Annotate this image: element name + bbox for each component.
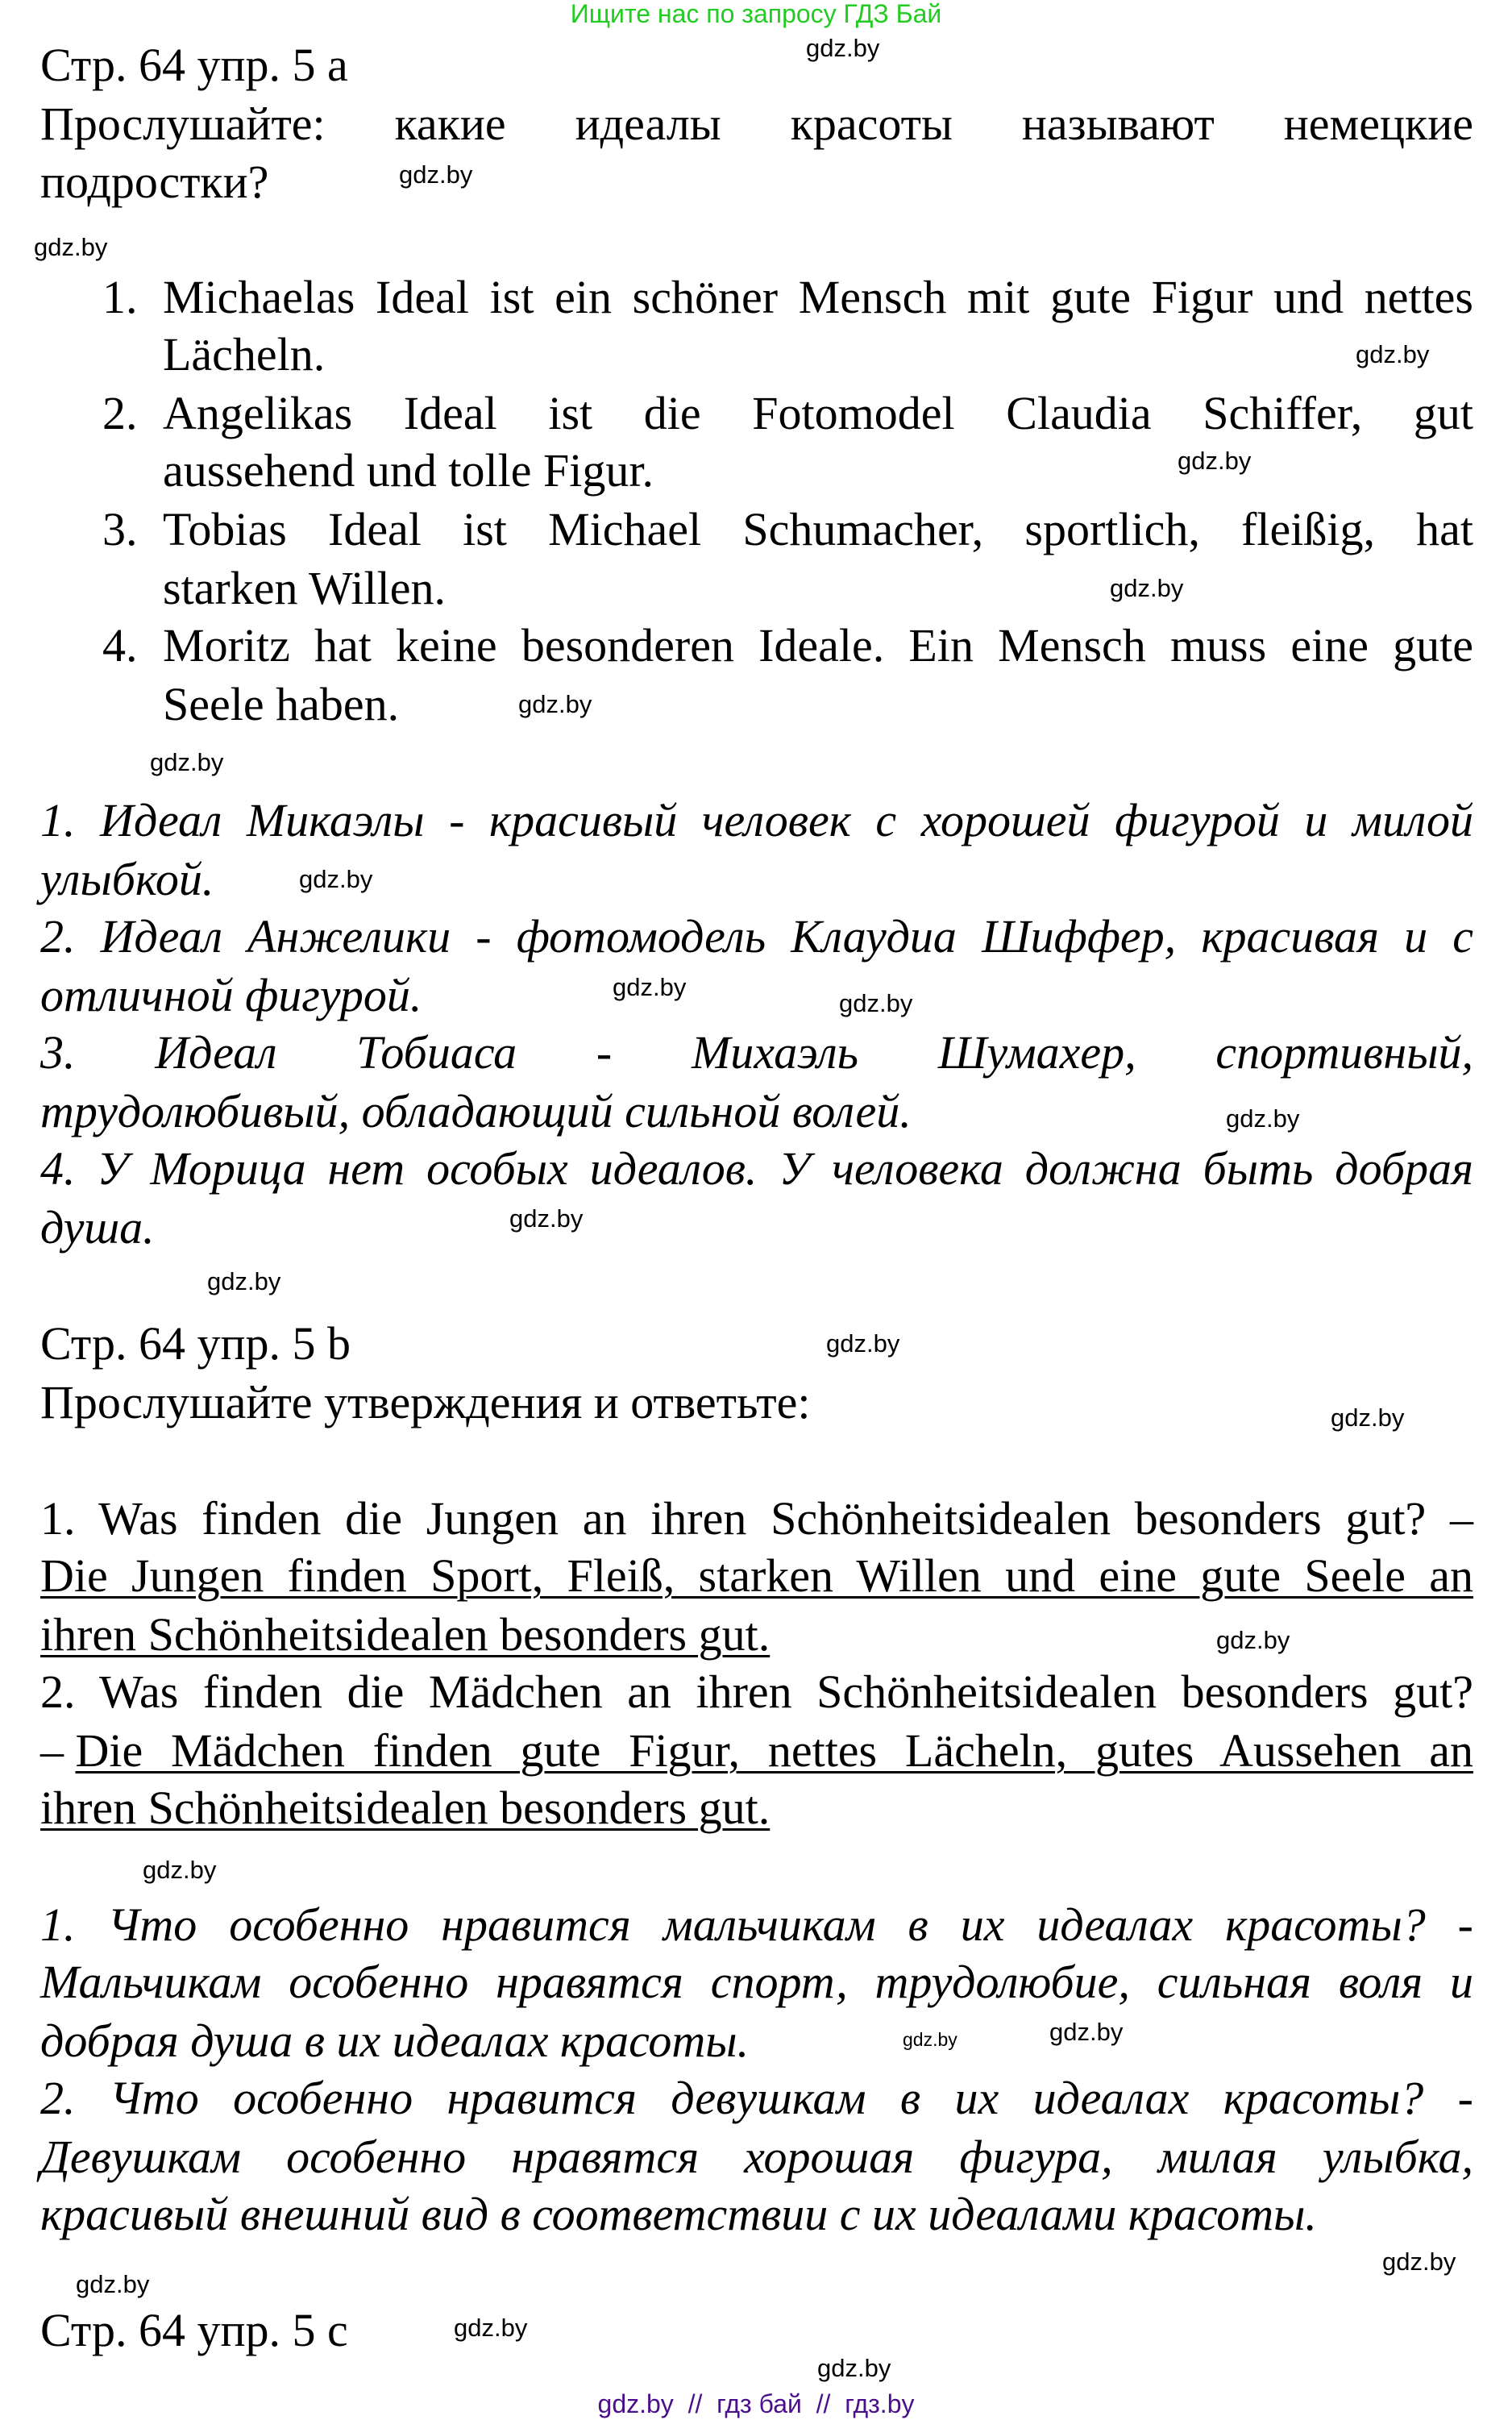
translation-line: трудолюбивый, обладающий сильной волей. bbox=[40, 1085, 912, 1137]
translation-line: душа. bbox=[40, 1201, 155, 1254]
question-line: 2. Was finden die Mädchen an ihren Schönheitsidealen besonders gut? bbox=[40, 1665, 1473, 1718]
translation-line: улыбкой. bbox=[40, 853, 214, 905]
list-number: 1. bbox=[102, 271, 138, 323]
list-item-line: Moritz hat keine besonderen Ideale. Ein Mensch muss eine gute bbox=[163, 619, 1473, 672]
answer-line: ihren Schönheitsidealen besonders gut. bbox=[40, 1782, 771, 1834]
answer-dash: – bbox=[40, 1724, 76, 1777]
translation-line: красивый внешний вид в соответствии с их идеалами красоты. bbox=[40, 2188, 1317, 2240]
translation-line: 2. Что особенно нравится девушкам в их идеалах красоты? - bbox=[40, 2072, 1473, 2124]
watermark: gdz.by bbox=[1049, 2018, 1124, 2046]
watermark: gdz.by bbox=[399, 160, 473, 189]
list-item-line: Michaelas Ideal ist ein schöner Mensch mit gute Figur und nettes bbox=[163, 271, 1473, 323]
watermark: gdz.by bbox=[299, 865, 373, 893]
translation-line: 1. Идеал Микаэлы - красивый человек с хорошей фигурой и милой bbox=[40, 794, 1473, 846]
watermark: gdz.by bbox=[613, 973, 687, 1001]
list-item-line: Lächeln. bbox=[163, 328, 326, 380]
list-number: 4. bbox=[102, 619, 138, 672]
watermark: gdz.by bbox=[1356, 340, 1430, 368]
watermark: gdz.by bbox=[509, 1204, 584, 1233]
watermark: gdz.by bbox=[150, 748, 224, 776]
translation-line: 4. У Морица нет особых идеалов. У человека должна быть добрая bbox=[40, 1142, 1473, 1195]
watermark: gdz.by bbox=[826, 1329, 900, 1358]
watermark: gdz.by bbox=[1226, 1104, 1300, 1133]
watermark: gdz.by bbox=[454, 2314, 528, 2342]
watermark: gdz.by bbox=[1382, 2247, 1456, 2276]
translation-line: 3. Идеал Тобиаса - Михаэль Шумахер, спортивный, bbox=[40, 1026, 1473, 1079]
footer-links[interactable]: gdz.by // гдз бай // гдз.by bbox=[597, 2389, 915, 2418]
answer-text: Die Mädchen finden gute Figur, nettes Lächeln, gutes Aussehen an bbox=[75, 1724, 1473, 1777]
watermark: gdz.by bbox=[34, 233, 108, 261]
watermark: gdz.by bbox=[806, 34, 880, 62]
section-a-title: Стр. 64 упр. 5 a bbox=[40, 39, 348, 91]
section-c-title: Стр. 64 упр. 5 c bbox=[40, 2304, 348, 2356]
list-number: 2. bbox=[102, 387, 138, 439]
watermark: gdz.by bbox=[1178, 447, 1252, 475]
translation-line: отличной фигурой. bbox=[40, 969, 422, 1021]
translation-line: 2. Идеал Анжелики - фотомодель Клаудиа Шиффер, красивая и с bbox=[40, 910, 1473, 963]
watermark: gdz.by bbox=[1216, 1626, 1290, 1654]
section-a-task-line: подростки? bbox=[40, 156, 269, 208]
answer-line bbox=[40, 1722, 1473, 1780]
watermark: gdz.by bbox=[903, 2029, 957, 2050]
watermark: gdz.by bbox=[817, 2354, 891, 2382]
watermark: gdz.by bbox=[839, 989, 913, 1017]
list-item-line: aussehend und tolle Figur. bbox=[163, 444, 654, 497]
answer-line: ihren Schönheitsidealen besonders gut. bbox=[40, 1608, 771, 1661]
section-b-task: Прослушайте утверждения и ответьте: bbox=[40, 1376, 811, 1428]
list-item-line: Angelikas Ideal ist die Fotomodel Claudia Schiffer, gut bbox=[163, 387, 1473, 439]
watermark: gdz.by bbox=[518, 690, 592, 718]
list-item-line: starken Willen. bbox=[163, 562, 446, 614]
list-item-line: Seele haben. bbox=[163, 678, 400, 730]
list-item-line: Tobias Ideal ist Michael Schumacher, sportlich, fleißig, hat bbox=[163, 503, 1473, 555]
question-line: 1. Was finden die Jungen an ihren Schönheitsidealen besonders gut? – bbox=[40, 1492, 1473, 1545]
section-a-task-line: Прослушайте: какие идеалы красоты называют немецкие bbox=[40, 98, 1473, 150]
watermark: gdz.by bbox=[143, 1856, 217, 1884]
watermark: gdz.by bbox=[207, 1267, 281, 1295]
section-b-title: Стр. 64 упр. 5 b bbox=[40, 1317, 351, 1370]
watermark: gdz.by bbox=[1110, 574, 1184, 602]
translation-line: 1. Что особенно нравится мальчикам в их идеалах красоты? - bbox=[40, 1898, 1473, 1951]
translation-line: Мальчикам особенно нравятся спорт, трудолюбие, сильная воля и bbox=[40, 1956, 1473, 2008]
watermark: gdz.by bbox=[76, 2270, 150, 2298]
translation-line: Девушкам особенно нравятся хорошая фигура, милая улыбка, bbox=[40, 2131, 1473, 2183]
watermark: gdz.by bbox=[1331, 1403, 1405, 1432]
translation-line: добрая душа в их идеалах красоты. bbox=[40, 2015, 750, 2067]
list-number: 3. bbox=[102, 503, 138, 555]
answer-line: Die Jungen finden Sport, Fleiß, starken Willen und eine gute Seele an bbox=[40, 1549, 1473, 1602]
search-banner[interactable]: Ищите нас по запросу ГДЗ Бай bbox=[570, 0, 942, 28]
